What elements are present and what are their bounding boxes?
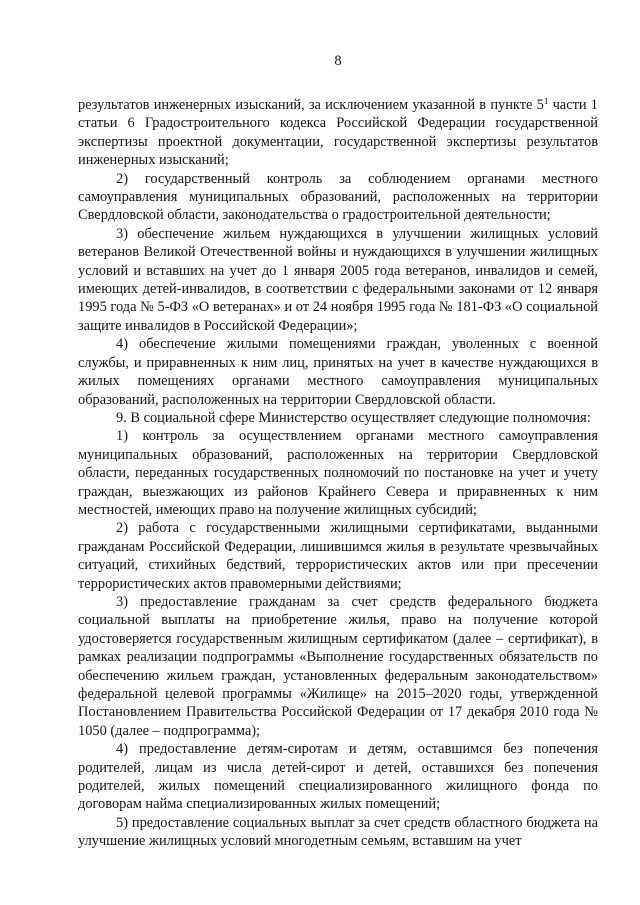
page-number: 8	[334, 53, 342, 69]
paragraph-item-8-3: 3) обеспечение жильем нуждающихся в улучшении жилищных условий ветеранов Великой Отечественной войны и нуждающихся в улучшении жилищных условий и вставших на учет до 1 января 2005 года ветеранов, инвалидов и семей, имеющих детей-инвалидов, в соответствии с федеральными законами от 12 января 1995 года № 5-ФЗ «О ветеранах» и от 24 ноября 1995 года № 181-ФЗ «О социальной защите инвалидов в Российской Федерации»;	[78, 225, 598, 334]
paragraph-item-8-4: 4) обеспечение жилыми помещениями граждан, уволенных с военной службы, и приравненных к ним лиц, принятых на учет в качестве нуждающихся в жилых помещениях органами местного самоуправления муниципальных образований, расположенных на территории Свердловской области.	[78, 336, 598, 408]
paragraph-item-9-1: 1) контроль за осуществлением органами местного самоуправления муниципальных образований, расположенных на территории Свердловской области, переданных государственных полномочий по постановке на учет и учету граждан, выезжающих из районов Крайнего Севера и приравненных к ним местностей, имеющих право на получение жилищных субсидий;	[78, 428, 598, 518]
paragraph-continuation: результатов инженерных изысканий, за исключением указанной в пункте $5^1$ части 1 статьи 6 Градостроительного кодекса Российской Федерации государственной экспертизы проектной документации, государственной экспертизы результатов инженерных изысканий;	[78, 96, 598, 169]
paragraph-item-8-2: 2) государственный контроль за соблюдением органами местного самоуправления муниципальных образований, расположенных на территории Свердловской области, законодательства о градостроительной деятельности;	[78, 170, 598, 224]
paragraph-item-9-2: 2) работа с государственными жилищными сертификатами, выданными гражданам Российской Федерации, лишившимся жилья в результате чрезвычайных ситуаций, стихийных бедствий, террористических актов или при пресечении террористических актов правомерными действиями;	[78, 520, 598, 592]
document-body	[78, 96, 598, 851]
paragraph-item-9-4: 4) предоставление детям-сиротам и детям, оставшимся без попечения родителей, лицам из числа детей-сирот и детей, оставшихся без попечения родителей, жилых помещений специализированного жилищного фонда по договорам найма специализированных жилых помещений;	[78, 741, 598, 813]
paragraph-item-9-5: 5) предоставление социальных выплат за счет средств областного бюджета на улучшение жилищных условий многодетным семьям, вставшим на учет	[78, 814, 598, 850]
paragraph-item-9-3: 3) предоставление гражданам за счет средств федерального бюджета социальной выплаты на приобретение жилья, право на получение которой удостоверяется государственным жилищным сертификатом (далее – сертификат), в рамках реализации подпрограммы «Выполнение государственных обязательств по обеспечению жильем граждан, установленных федеральным законодательством» федеральной целевой программы «Жилище» на 2015–2020 годы, утвержденной Постановлением Правительства Российской Федерации от 17 декабря 2010 года № 1050 (далее – подпрограмма);	[78, 593, 598, 739]
superscript-index: 1	[543, 96, 549, 106]
paragraph-section-9: 9. В социальной сфере Министерство осуществляет следующие полномочия:	[116, 409, 591, 426]
